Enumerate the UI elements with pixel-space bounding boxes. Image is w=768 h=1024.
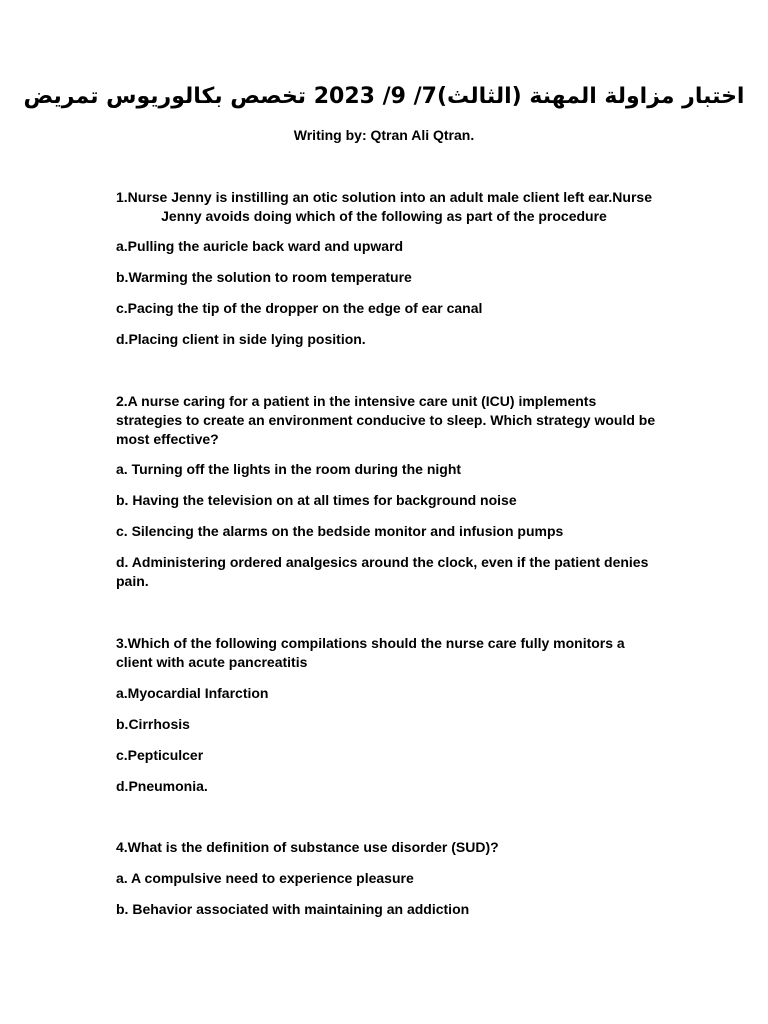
question-1-option-b: b.Warming the solution to room temperature: [116, 269, 412, 285]
question-2-option-d: d. Administering ordered analgesics around the clock, even if the patient denies pain.: [116, 554, 649, 589]
question-1-option-a: a.Pulling the auricle back ward and upward: [116, 238, 404, 254]
question-3-option-a: a.Myocardial Infarction: [116, 685, 269, 701]
page-title: اختبار مزاولة المهنة (الثالث)7/ 9/ 2023 تخصص بكالوريوس تمريض: [23, 84, 745, 109]
question-3-text: 3.Which of the following compilations should the nurse care fully monitors a client with acute pancreatitis: [116, 635, 625, 670]
question-4-option-b: b. Behavior associated with maintaining an addiction: [116, 901, 470, 917]
question-1-text: 1.Nurse Jenny is instilling an otic solution into an adult male client left ear.Nurse Jenny avoids doing which of the following as part of the procedure: [115, 189, 652, 224]
question-2-text: 2.A nurse caring for a patient in the intensive care unit (ICU) implements strategies to create an environment conducive to sleep. Which strategy would be most effective?: [116, 393, 656, 447]
question-2-option-b: b. Having the television on at all times for background noise: [116, 492, 517, 508]
question-4-text: 4.What is the definition of substance use disorder (SUD)?: [116, 839, 499, 855]
question-3-option-c: c.Pepticulcer: [116, 747, 204, 763]
question-2-option-c: c. Silencing the alarms on the bedside monitor and infusion pumps: [116, 523, 564, 539]
question-3-option-b: b.Cirrhosis: [116, 716, 190, 732]
question-2-option-a: a. Turning off the lights in the room during the night: [116, 461, 462, 477]
question-1-option-d: d.Placing client in side lying position.: [116, 331, 366, 347]
question-4-option-a: a. A compulsive need to experience pleasure: [116, 870, 414, 886]
question-3-option-d: d.Pneumonia.: [116, 778, 208, 794]
author-line: Writing by: Qtran Ali Qtran.: [293, 127, 475, 143]
question-1-option-c: c.Pacing the tip of the dropper on the edge of ear canal: [116, 300, 483, 316]
